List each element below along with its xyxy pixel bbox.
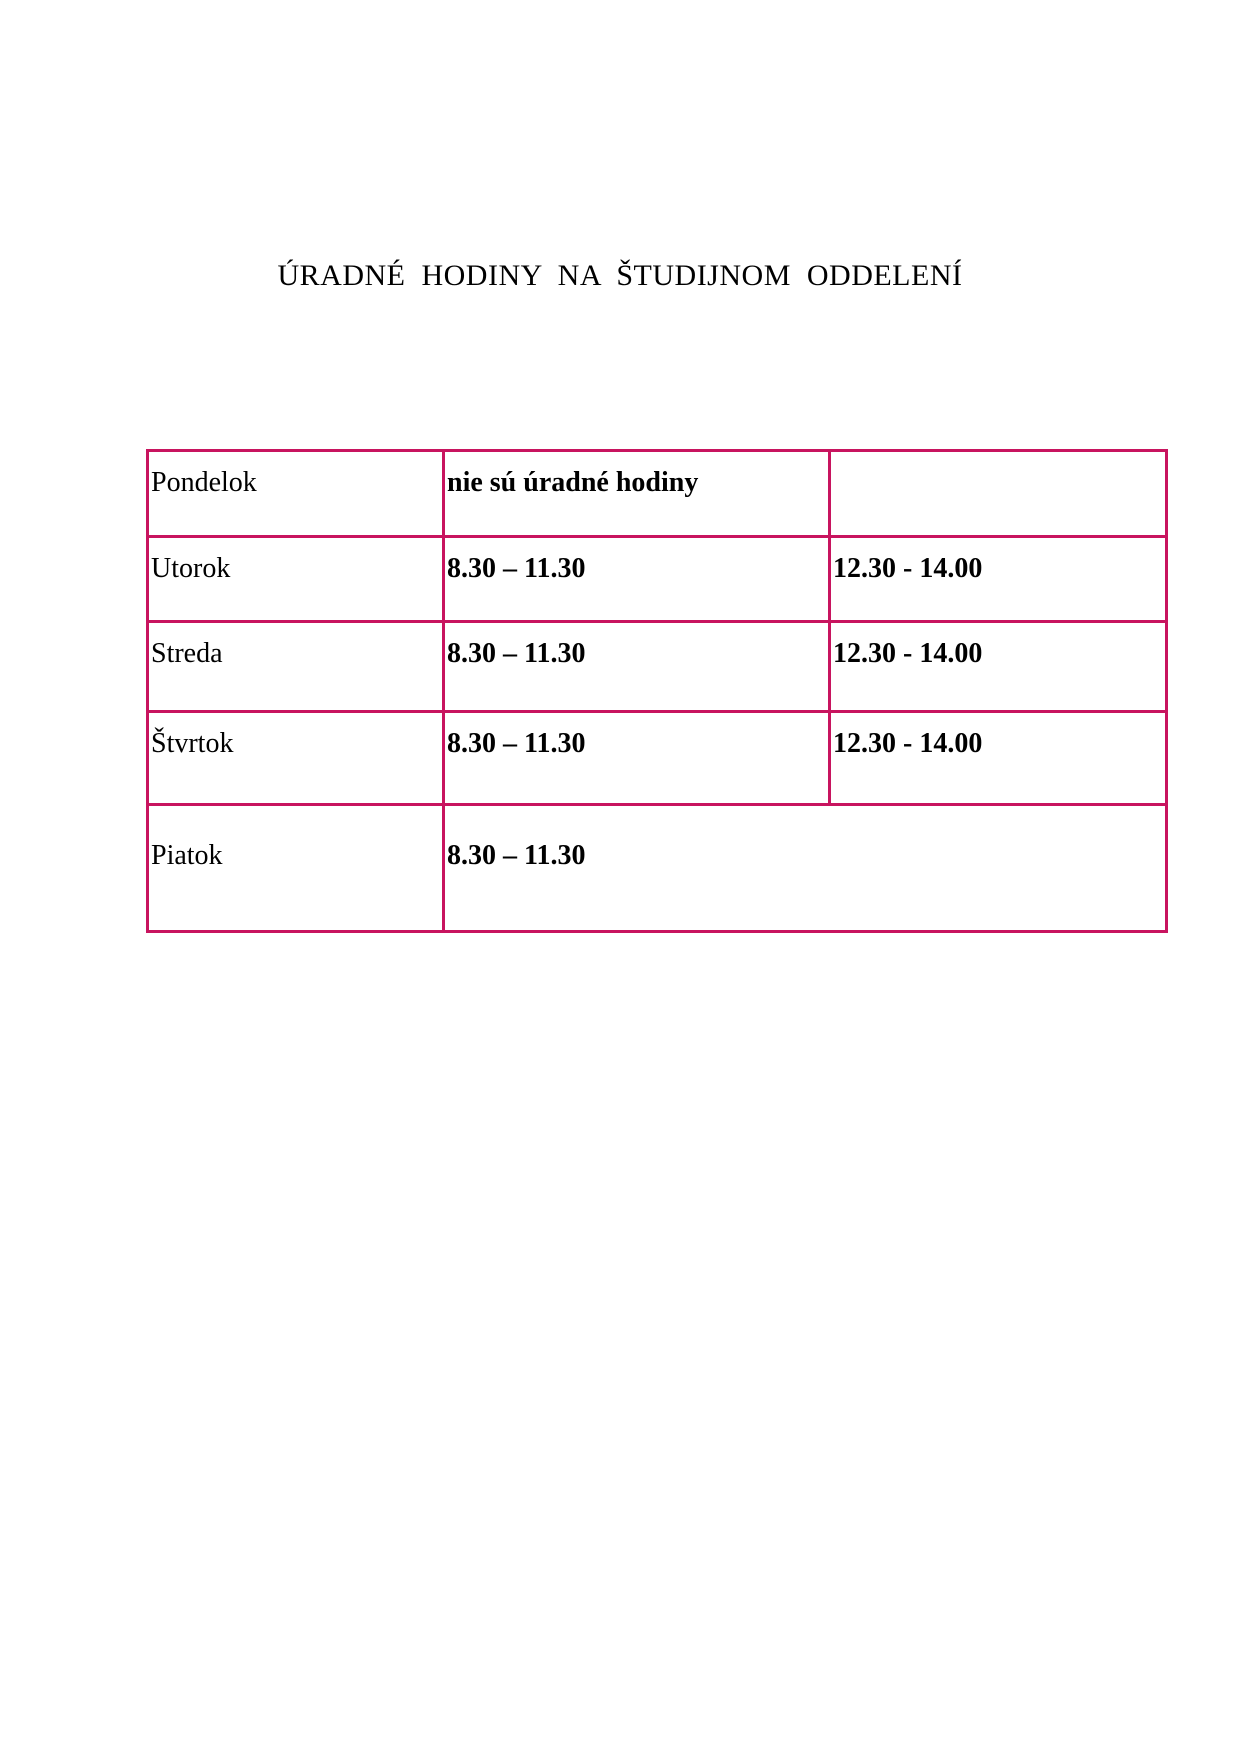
table-row-tuesday bbox=[148, 537, 1167, 622]
office-hours-table bbox=[146, 449, 1168, 933]
table-row-monday bbox=[148, 451, 1167, 537]
morning-hours-cell: nie sú úradné hodiny bbox=[444, 451, 830, 537]
day-cell: Štvrtok bbox=[148, 712, 444, 805]
table-row-friday bbox=[148, 805, 1167, 932]
day-cell: Streda bbox=[148, 622, 444, 712]
afternoon-hours-cell: 12.30 - 14.00 bbox=[830, 712, 1167, 805]
table-row-wednesday bbox=[148, 622, 1167, 712]
table-row-thursday bbox=[148, 712, 1167, 805]
afternoon-hours-cell: 12.30 - 14.00 bbox=[830, 537, 1167, 622]
page-title: ÚRADNÉ HODINY NA ŠTUDIJNOM ODDELENÍ bbox=[277, 259, 963, 292]
morning-hours-cell: 8.30 – 11.30 bbox=[444, 712, 830, 805]
day-cell: Utorok bbox=[148, 537, 444, 622]
morning-hours-cell: 8.30 – 11.30 bbox=[444, 537, 830, 622]
morning-hours-cell: 8.30 – 11.30 bbox=[444, 622, 830, 712]
day-cell: Piatok bbox=[148, 805, 444, 932]
day-cell: Pondelok bbox=[148, 451, 444, 537]
afternoon-hours-cell bbox=[830, 451, 1167, 537]
afternoon-hours-cell: 12.30 - 14.00 bbox=[830, 622, 1167, 712]
morning-hours-cell: 8.30 – 11.30 bbox=[444, 805, 1167, 932]
